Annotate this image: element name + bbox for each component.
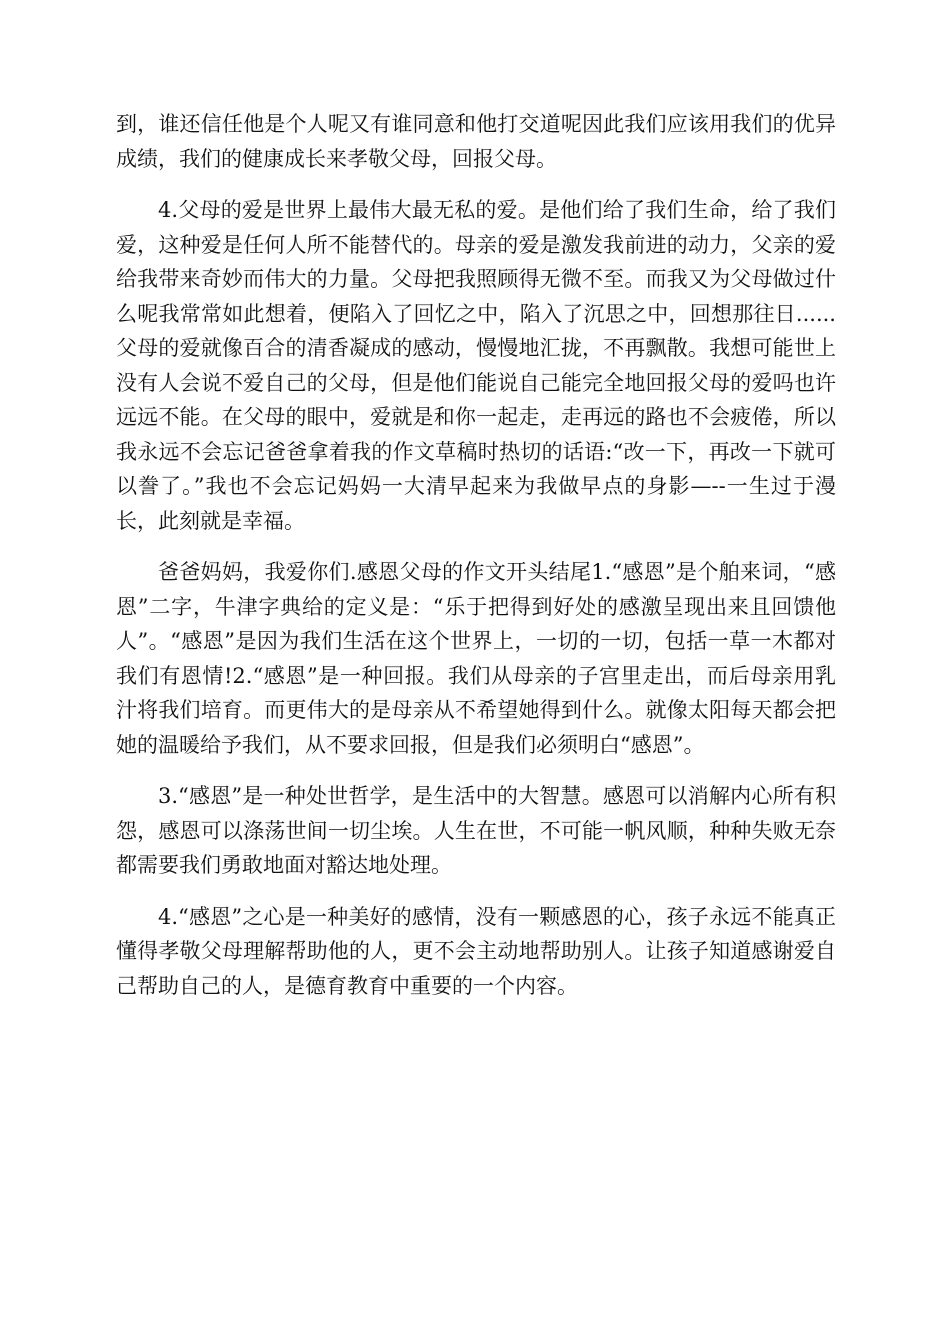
- paragraph-gratitude-philosophy: 3.“感恩”是一种处世哲学，是生活中的大智慧。感恩可以消解内心所有积怨，感恩可以涤荡世间一切尘埃。人生在世，不可能一帆风顺，种种失败无奈都需要我们勇敢地面对豁达地处理。: [116, 784, 836, 877]
- paragraph-gratitude-intro: 爸爸妈妈，我爱你们.感恩父母的作文开头结尾1.“感恩”是个舶来词，“感恩”二字，牛津字典给的定义是：“乐于把得到好处的感激呈现出来且回馈他人”。“感恩”是因为我们生活在这个世界上，一切的一切，包括一草一木都对我们有恩情!2.“感恩”是一种回报。我们从母亲的子宫里走出，而后母亲用乳汁将我们培育。而更伟大的是母亲从不希望她得到什么。就像太阳每天都会把她的温暖给予我们，从不要求回报，但是我们必须明白“感恩”。: [116, 560, 836, 757]
- paragraph-parents-love: 4.父母的爱是世界上最伟大最无私的爱。是他们给了我们生命，给了我们爱，这种爱是任何人所不能替代的。母亲的爱是激发我前进的动力，父亲的爱给我带来奇妙而伟大的力量。父母把我照顾得无微不至。而我又为父母做过什么呢我常常如此想着，便陷入了回忆之中，陷入了沉思之中，回想那往日......父母的爱就像百合的清香凝成的感动，慢慢地汇拢，不再飘散。我想可能世上没有人会说不爱自己的父母，但是他们能说自己能完全地回报父母的爱吗也许远远不能。在父母的眼中，爱就是和你一起走，走再远的路也不会疲倦，所以我永远不会忘记爸爸拿着我的作文草稿时热切的话语:“改一下，再改一下就可以誊了。”我也不会忘记妈妈一大清早起来为我做早点的身影—--一生过于漫长，此刻就是幸福。: [116, 198, 836, 533]
- document-body: [116, 107, 836, 1020]
- paragraph-continuation: 到，谁还信任他是个人呢又有谁同意和他打交道呢因此我们应该用我们的优异成绩，我们的健康成长来孝敬父母，回报父母。: [116, 112, 836, 171]
- paragraph-gratitude-heart: 4.“感恩”之心是一种美好的感情，没有一颗感恩的心，孩子永远不能真正懂得孝敬父母理解帮助他的人，更不会主动地帮助别人。让孩子知道感谢爱自己帮助自己的人，是德育教育中重要的一个内容。: [116, 904, 836, 998]
